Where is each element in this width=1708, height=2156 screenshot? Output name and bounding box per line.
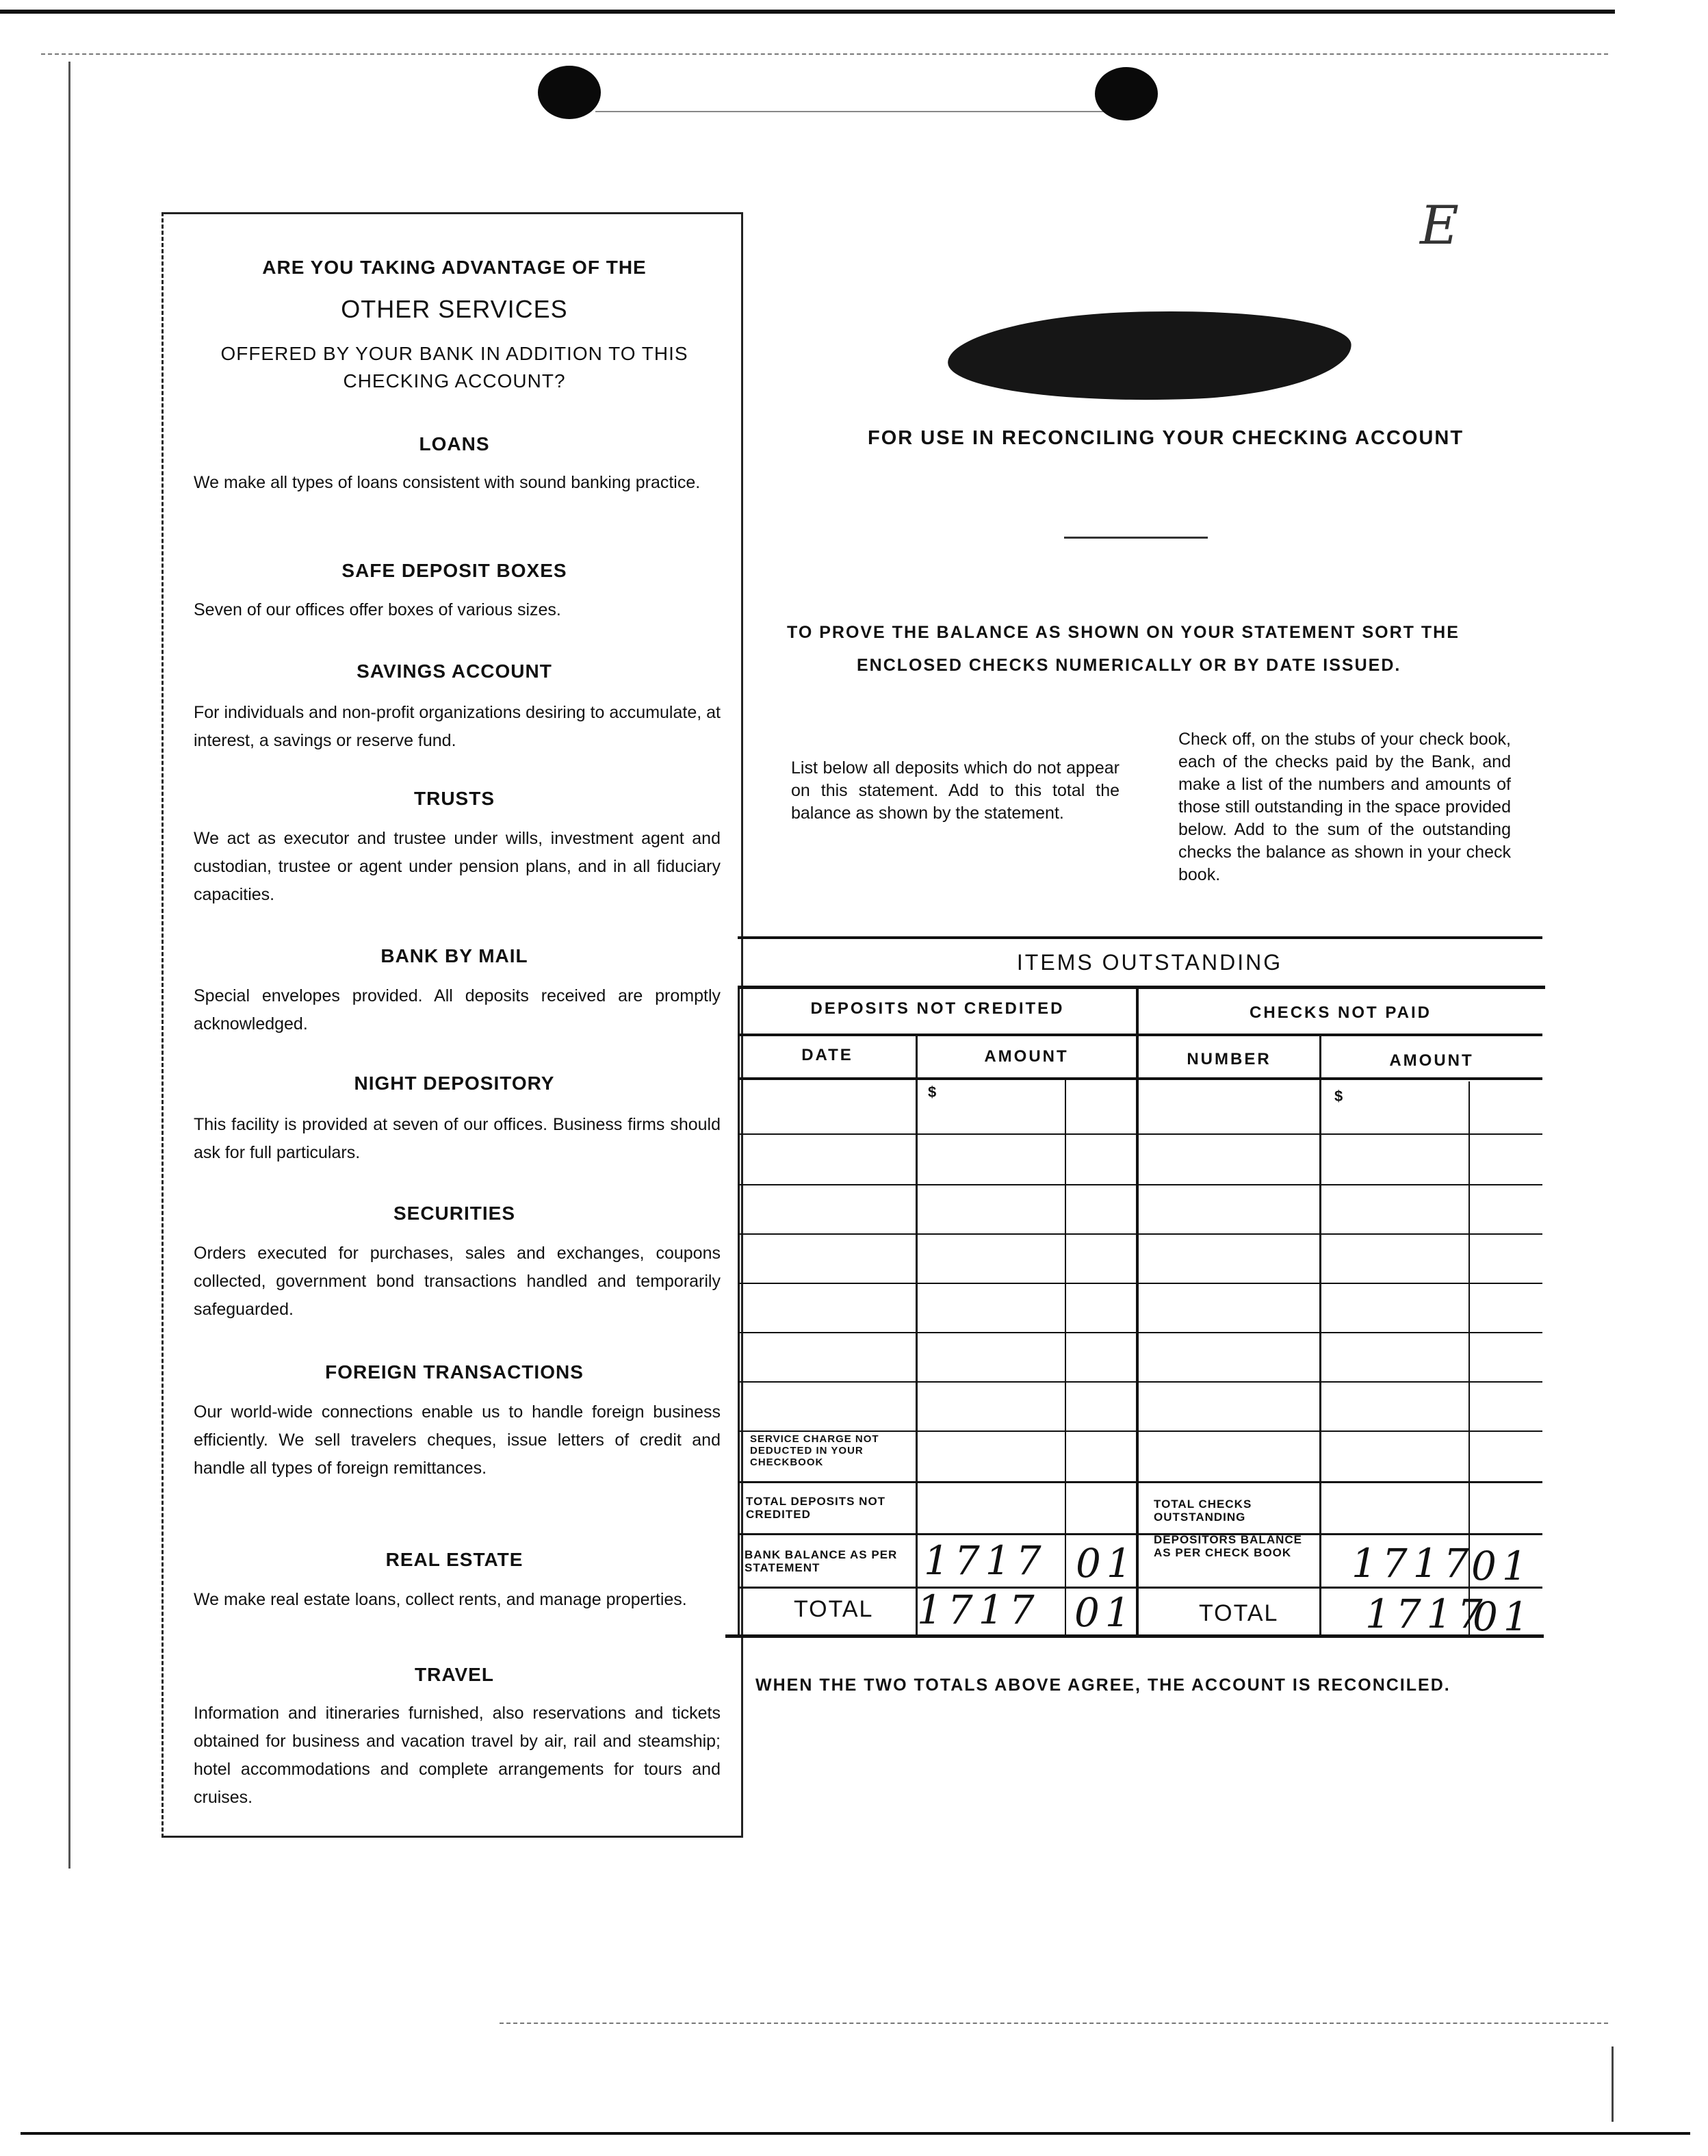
row-rule-7 [738,1430,1542,1432]
section-heading-securities: SECURITIES [393,1203,516,1224]
checks-instructions: Check off, on the stubs of your check book, each of the checks paid by the Bank, and make a list of the numbers and amounts of those still outstanding in the space provided below. Add to the sum of the outstanding checks the balance as shown in your check book. [1178,730,1511,884]
other-services-panel [161,212,743,1838]
prove-line-2: ENCLOSED CHECKS NUMERICALLY OR BY DATE ISSUED. [857,656,1401,675]
punch-hole-right [1095,67,1158,120]
row-rule-3 [738,1233,1542,1235]
total-label-right: TOTAL [1199,1600,1279,1626]
section-heading-night-depository: NIGHT DEPOSITORY [354,1073,555,1094]
total-label-left: TOTAL [794,1596,874,1622]
row-rule-4 [738,1283,1542,1284]
section-text-foreign: Our world-wide connections enable us to handle foreign business efficiently. We sell travelers cheques, issue letters of credit and handle all types of foreign remittances. [194,1402,721,1478]
vrule-center [1136,986,1139,1636]
depositors-balance-dollars: 1717 [1351,1540,1475,1587]
vrule-date-amount [916,1034,918,1636]
column-amount-left-header: AMOUNT [984,1047,1069,1066]
service-charge-label: SERVICE CHARGE NOT DEDUCTED IN YOUR CHECKBOOK [750,1433,879,1468]
prove-line-1: TO PROVE THE BALANCE AS SHOWN ON YOUR STATEMENT SORT THE [787,623,1460,642]
section-text-loans: We make all types of loans consistent with sound banking practice. [194,473,701,492]
heading-underline [1064,537,1208,539]
services-intro-line2: OFFERED BY YOUR BANK IN ADDITION TO THIS [220,343,688,364]
left-total-cents: 01 [1074,1589,1136,1636]
hole-connector-line [595,111,1143,112]
bank-balance-cents: 01 [1076,1540,1137,1587]
deposits-not-credited-header: DEPOSITS NOT CREDITED [810,999,1065,1018]
total-deposits-label: TOTAL DEPOSITS NOT CREDITED [746,1495,886,1521]
right-total-cents: 01 [1473,1593,1534,1640]
vrule-left-cents [1065,1077,1066,1636]
section-heading-loans: LOANS [419,433,490,454]
depositors-balance-label: DEPOSITORS BALANCE AS PER CHECK BOOK [1154,1533,1302,1559]
bottom-scan-edge [21,2132,1690,2135]
section-heading-safe-deposit: SAFE DEPOSIT BOXES [341,560,567,581]
section-text-travel: Information and itineraries furnished, also reservations and tickets obtained for business and vacation travel by air, rail and steamship; hotel accommodations and complete arrangements for tours and cruises. [194,1704,721,1807]
section-text-bank-by-mail: Special envelopes provided. All deposits received are promptly acknowledged. [194,986,721,1034]
top-scan-edge [0,10,1615,14]
section-heading-savings: SAVINGS ACCOUNT [357,660,552,682]
row-rule-10 [738,1587,1542,1589]
right-edge-mark [1612,2046,1614,2122]
punch-hole-left [538,66,601,119]
row-rule-8 [738,1481,1542,1483]
row-rule-6 [738,1381,1542,1383]
dollar-sign-right: $ [1334,1088,1344,1105]
services-intro-line1: ARE YOU TAKING ADVANTAGE OF THE [262,257,647,278]
section-text-savings: For individuals and non-profit organizations desiring to accumulate, at interest, a savings or reserve fund. [194,703,721,750]
column-date-header: DATE [801,1046,853,1064]
section-text-safe-deposit: Seven of our offices offer boxes of various sizes. [194,600,561,619]
column-number-header: NUMBER [1187,1050,1271,1068]
deposits-instructions: List below all deposits which do not appear on this statement. Add to this total the balance as shown by the statement. [791,758,1120,823]
bank-balance-label: BANK BALANCE AS PER STATEMENT [745,1548,898,1574]
row-rule-1 [738,1133,1542,1135]
bank-balance-dollars: 1717 [924,1537,1047,1584]
row-rule-2 [738,1184,1542,1185]
column-amount-right-header: AMOUNT [1389,1051,1474,1070]
vrule-left-edge [738,986,740,1636]
total-checks-label: TOTAL CHECKS OUTSTANDING [1154,1498,1252,1524]
section-text-trusts: We act as executor and trustee under wills, investment agent and custodian, trustee or agent under pension plans, and in all fiduciary capacities. [194,829,721,904]
handwritten-e-mark: E [1420,195,1459,257]
services-intro-line3: CHECKING ACCOUNT? [343,370,566,392]
dollar-sign-left: $ [928,1083,937,1101]
column-header-rule [738,1077,1542,1080]
section-heading-trusts: TRUSTS [414,788,495,809]
vrule-number-amount [1319,1034,1321,1636]
table-title-rule [738,986,1545,989]
row-rule-5 [738,1332,1542,1333]
section-heading-foreign: FOREIGN TRANSACTIONS [325,1361,584,1383]
right-total-dollars: 1717 [1365,1591,1488,1637]
reconcile-heading: FOR USE IN RECONCILING YOUR CHECKING ACCOUNT [868,427,1464,449]
row-rule-9 [738,1533,1542,1535]
section-heading-bank-by-mail: BANK BY MAIL [380,945,528,966]
table-top-rule [738,936,1542,939]
services-title: OTHER SERVICES [341,295,568,323]
items-outstanding-title: ITEMS OUTSTANDING [1016,950,1283,975]
reconciled-footer: WHEN THE TWO TOTALS ABOVE AGREE, THE ACCOUNT IS RECONCILED. [755,1676,1451,1695]
checks-not-paid-header: CHECKS NOT PAID [1250,1003,1432,1022]
left-scan-edge [68,62,70,1869]
top-dotted-line [41,53,1608,55]
redaction-blot [946,305,1353,408]
section-heading-travel: TRAVEL [415,1664,494,1685]
section-heading-real-estate: REAL ESTATE [385,1549,523,1570]
section-text-night-depository: This facility is provided at seven of our offices. Business firms should ask for full particulars. [194,1115,721,1162]
section-text-real-estate: We make real estate loans, collect rents, and manage properties. [194,1590,687,1609]
depositors-balance-cents: 01 [1471,1543,1533,1589]
left-total-dollars: 1717 [917,1587,1040,1633]
bottom-dotted-line [500,2023,1608,2024]
section-text-securities: Orders executed for purchases, sales and exchanges, coupons collected, government bond transactions handled and temporarily safeguarded. [194,1244,721,1319]
header-rule [738,1034,1542,1036]
